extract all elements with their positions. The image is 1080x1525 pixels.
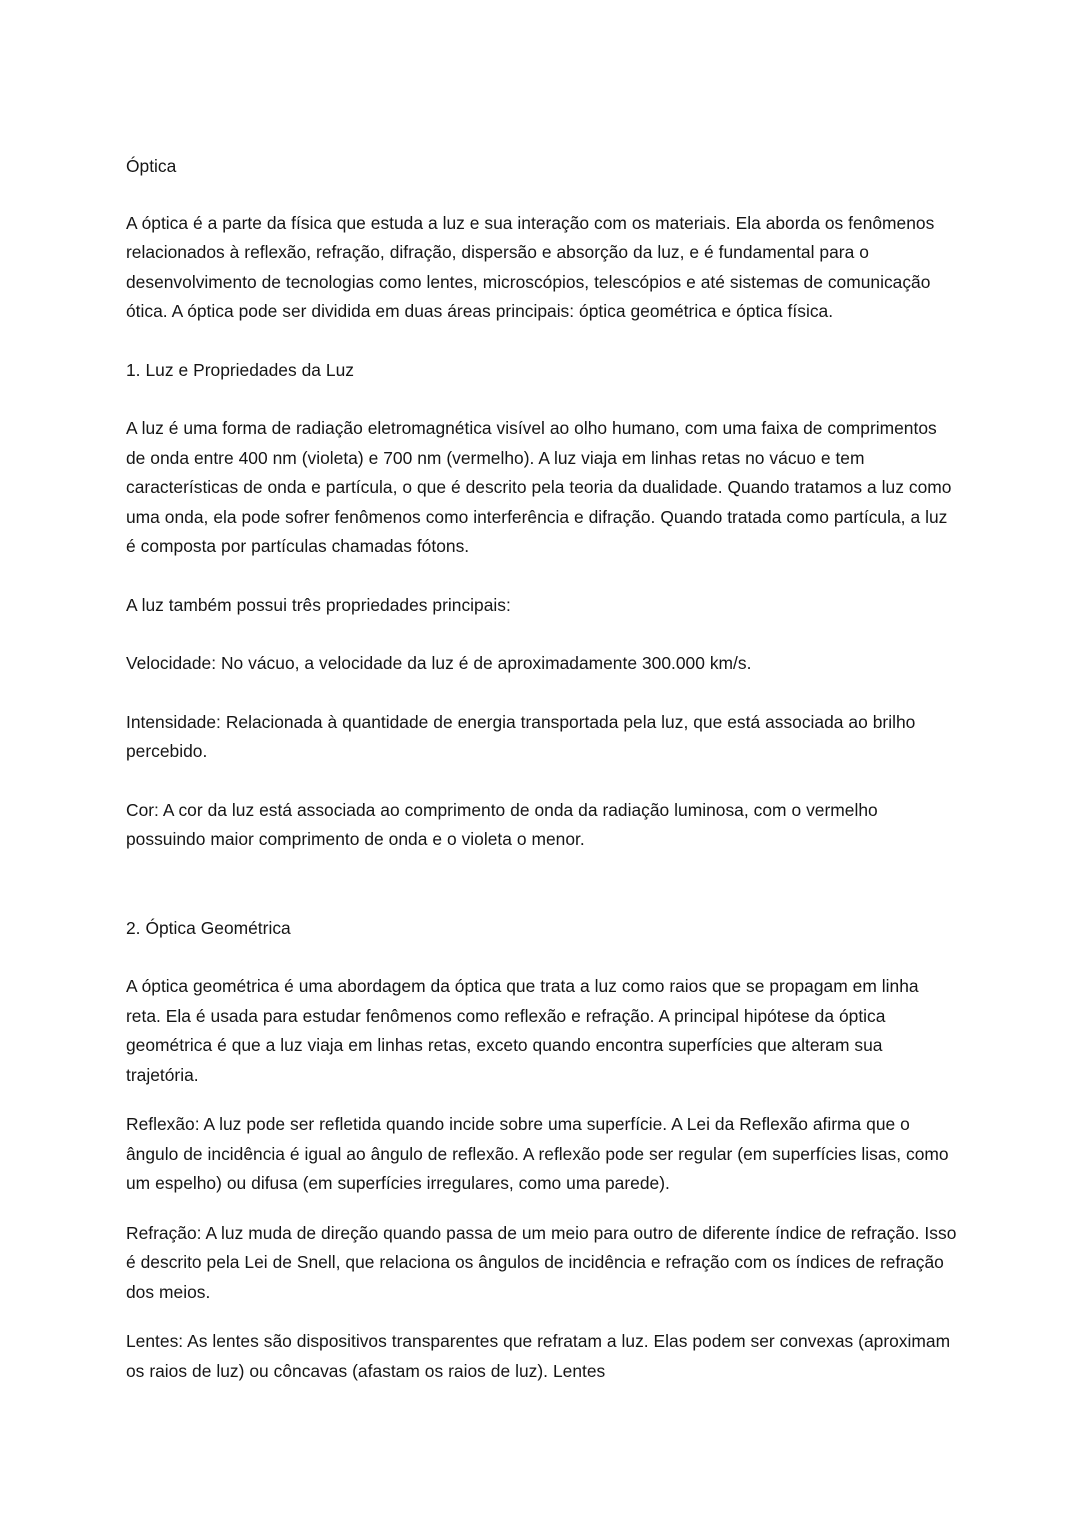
document-body bbox=[126, 152, 958, 1386]
section-heading-1: 1. Luz e Propriedades da Luz bbox=[126, 359, 354, 380]
intro-paragraph: A óptica é a parte da física que estuda a luz e sua interação com os materiais. Ela aborda os fenômenos relacionados à reflexão, refração, difração, dispersão e absorção da luz, e é fundamental para o desenvolvimento de tecnologias como lentes, microscópios, telescópios e até sistemas de comunicação ótica. A óptica pode ser dividida em duas áreas principais: óptica geométrica e óptica física. bbox=[126, 212, 935, 321]
property-cor: Cor: A cor da luz está associada ao comprimento de onda da radiação luminosa, com o vermelho possuindo maior comprimento de onda e o violeta o menor. bbox=[126, 799, 878, 849]
spacer bbox=[126, 327, 958, 356]
topic-reflexao: Reflexão: A luz pode ser refletida quando incide sobre uma superfície. A Lei da Reflexão afirma que o ângulo de incidência é igual ao ângulo de reflexão. A reflexão pode ser regular (em superfícies lisas, como um espelho) ou difusa (em superfícies irregulares, como uma parede). bbox=[126, 1114, 949, 1193]
spacer bbox=[126, 1199, 958, 1219]
section-2-paragraph: A óptica geométrica é uma abordagem da óptica que trata a luz como raios que se propagam em linha reta. Ela é usada para estudar fenômenos como reflexão e refração. A principal hipótese da óptica geométrica é que a luz viaja em linhas retas, exceto quando encontra superfícies que alteram sua trajetória. bbox=[126, 976, 919, 1085]
property-intensidade: Intensidade: Relacionada à quantidade de energia transportada pela luz, que está associada ao brilho percebido. bbox=[126, 711, 916, 761]
spacer bbox=[126, 767, 958, 796]
spacer bbox=[126, 679, 958, 708]
property-velocidade: Velocidade: No vácuo, a velocidade da luz é de aproximadamente 300.000 km/s. bbox=[126, 653, 752, 673]
spacer bbox=[126, 182, 958, 209]
spacer bbox=[126, 943, 958, 972]
spacer bbox=[126, 1090, 958, 1110]
section-heading-2: 2. Óptica Geométrica bbox=[126, 917, 291, 938]
spacer bbox=[126, 855, 958, 914]
section-1-paragraph: A luz é uma forma de radiação eletromagnética visível ao olho humano, com uma faixa de comprimentos de onda entre 400 nm (violeta) e 700 nm (vermelho). A luz viaja em linhas retas no vácuo e tem características de onda e partícula, o que é descrito pela teoria da dualidade. Quando tratamos a luz como uma onda, ela pode sofrer fenômenos como interferência e difração. Quando tratada como partícula, a luz é composta por partículas chamadas fótons. bbox=[126, 418, 952, 556]
properties-lead-paragraph: A luz também possui três propriedades principais: bbox=[126, 594, 511, 615]
spacer bbox=[126, 562, 958, 591]
topic-lentes: Lentes: As lentes são dispositivos transparentes que refratam a luz. Elas podem ser convexas (aproximam os raios de luz) ou côncavas (afastam os raios de luz). Lentes bbox=[126, 1331, 951, 1381]
spacer bbox=[126, 1307, 958, 1327]
page-title: Óptica bbox=[126, 156, 177, 176]
spacer bbox=[126, 385, 958, 414]
topic-refracao: Refração: A luz muda de direção quando passa de um meio para outro de diferente índice de refração. Isso é descrito pela Lei de Snell, que relaciona os ângulos de incidência e refração com os índices de refração dos meios. bbox=[126, 1222, 957, 1302]
spacer bbox=[126, 620, 958, 649]
